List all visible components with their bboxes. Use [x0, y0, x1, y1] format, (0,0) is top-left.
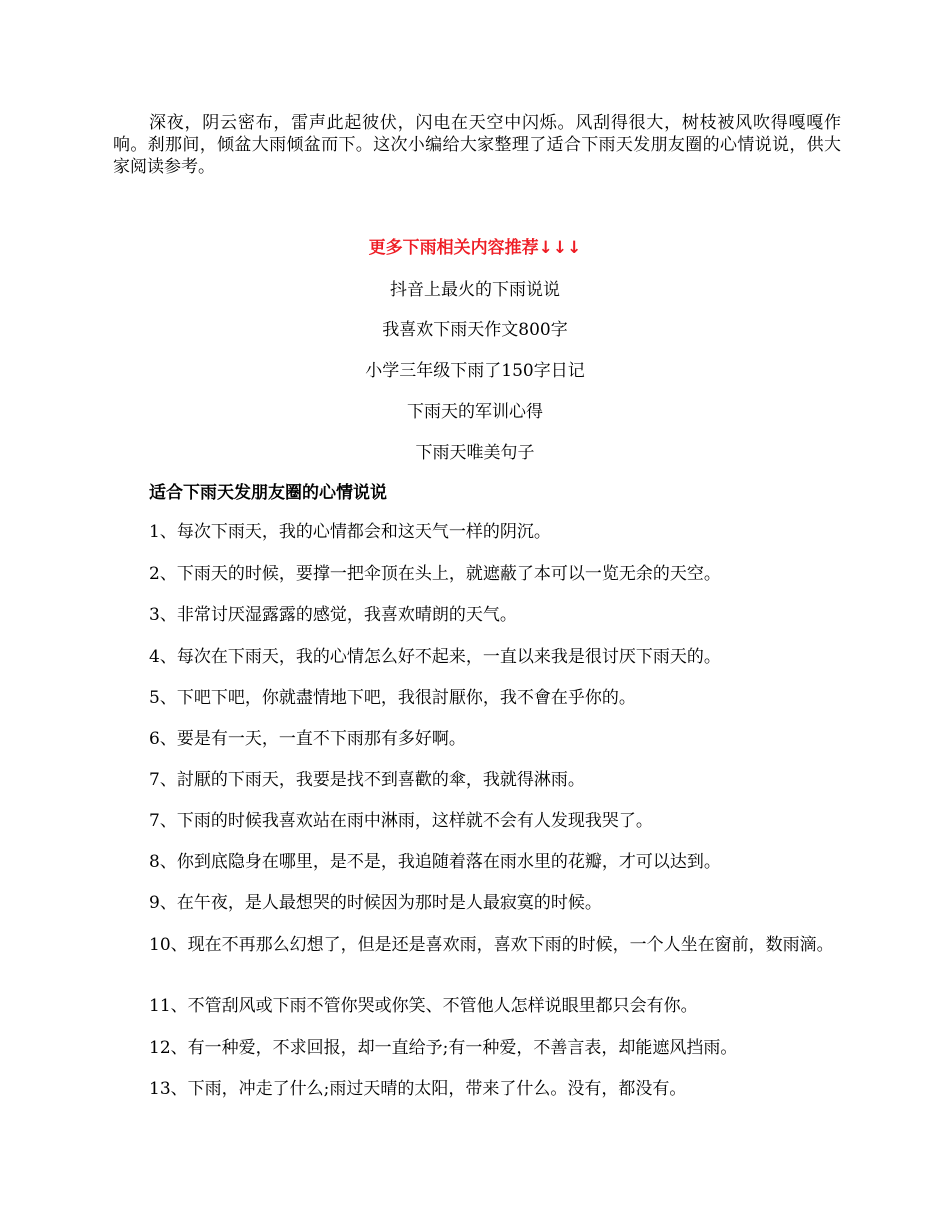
more-content-heading: [0, 237, 950, 259]
list-item: 11、不管刮风或下雨不管你哭或你笑、不管他人怎样说眼里都只会有你。: [149, 996, 698, 1016]
list-item: 8、你到底隐身在哪里，是不是，我追随着落在雨水里的花瓣，才可以达到。: [149, 852, 721, 872]
list-item: 3、非常讨厌湿露露的感觉，我喜欢晴朗的天气。: [149, 605, 517, 625]
list-item: 4、每次在下雨天，我的心情怎么好不起来，一直以来我是很讨厌下雨天的。: [149, 647, 721, 667]
section-heading: 适合下雨天发朋友圈的心情说说: [149, 483, 387, 503]
recommendation-item[interactable]: [0, 401, 950, 423]
recommendation-link-3[interactable]: 小学三年级下雨了150字日记: [365, 361, 585, 381]
recommendation-item[interactable]: [0, 442, 950, 464]
more-content-heading-text: 更多下雨相关内容推荐↓↓↓: [368, 238, 582, 258]
list-item: 6、要是有一天，一直不下雨那有多好啊。: [149, 729, 466, 749]
list-item: 10、现在不再那么幻想了，但是还是喜欢雨，喜欢下雨的时候，一个人坐在窗前，数雨滴。: [149, 935, 834, 955]
list-item: 13、下雨，冲走了什么;雨过天晴的太阳，带来了什么。没有，都没有。: [149, 1079, 687, 1099]
list-item: 9、在午夜，是人最想哭的时候因为那时是人最寂寞的时候。: [149, 893, 602, 913]
list-item: 12、有一种爱，不求回报，却一直给予;有一种爱，不善言表，却能遮风挡雨。: [149, 1038, 738, 1058]
list-item: 2、下雨天的时候，要撑一把伞顶在头上，就遮蔽了本可以一览无余的天空。: [149, 564, 721, 584]
recommendation-link-5[interactable]: 下雨天唯美句子: [415, 443, 535, 463]
intro-paragraph: 深夜，阴云密布，雷声此起彼伏，闪电在天空中闪烁。风刮得很大，树枝被风吹得嘎嘎作响。刹那间，倾盆大雨倾盆而下。这次小编给大家整理了适合下雨天发朋友圈的心情说说，供大家阅读参考。: [113, 113, 841, 177]
recommendation-item[interactable]: [0, 279, 950, 301]
list-item: 1、每次下雨天，我的心情都会和这天气一样的阴沉。: [149, 522, 551, 542]
recommendation-item[interactable]: [0, 360, 950, 382]
recommendation-link-4[interactable]: 下雨天的军训心得: [407, 402, 543, 422]
list-item: 7、下雨的时候我喜欢站在雨中淋雨，这样就不会有人发现我哭了。: [149, 811, 653, 831]
recommendation-link-2[interactable]: 我喜欢下雨天作文800字: [382, 320, 568, 340]
list-item: 5、下吧下吧，你就盡情地下吧，我很討厭你，我不會在乎你的。: [149, 688, 636, 708]
recommendation-link-1[interactable]: 抖音上最火的下雨说说: [390, 280, 560, 300]
recommendation-item[interactable]: [0, 319, 950, 341]
list-item: 7、討厭的下雨天，我要是找不到喜歡的傘，我就得淋雨。: [149, 770, 585, 790]
